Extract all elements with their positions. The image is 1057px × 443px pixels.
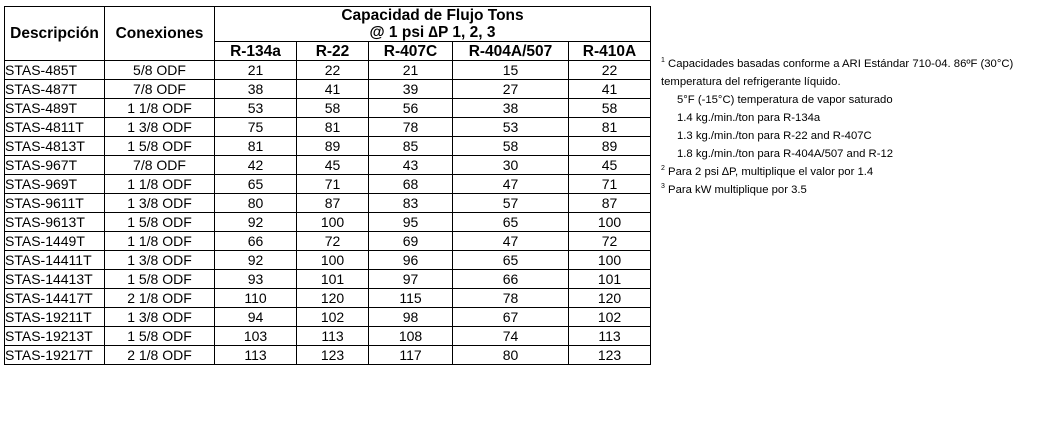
header-refrigerant: R-410A — [569, 42, 651, 61]
cell-conexiones: 1 5/8 ODF — [105, 270, 215, 289]
cell-capacity: 21 — [215, 61, 297, 80]
cell-descripcion: STAS-19217T — [5, 346, 105, 365]
cell-descripcion: STAS-969T — [5, 175, 105, 194]
footnote-marker: 1 — [661, 57, 665, 65]
footnote-text: temperatura del refrigerante líquido. — [661, 76, 841, 88]
cell-capacity: 100 — [297, 213, 369, 232]
cell-capacity: 45 — [569, 156, 651, 175]
cell-capacity: 97 — [369, 270, 453, 289]
cell-capacity: 93 — [215, 270, 297, 289]
cell-conexiones: 1 5/8 ODF — [105, 137, 215, 156]
cell-capacity: 110 — [215, 289, 297, 308]
cell-capacity: 81 — [297, 118, 369, 137]
cell-capacity: 100 — [569, 213, 651, 232]
capacity-title-line1: Capacidad de Flujo Tons — [341, 7, 524, 24]
cell-capacity: 43 — [369, 156, 453, 175]
cell-conexiones: 1 1/8 ODF — [105, 175, 215, 194]
footnote-line — [661, 55, 1057, 73]
cell-capacity: 113 — [215, 346, 297, 365]
header-descripcion: Descripción — [5, 7, 105, 61]
cell-capacity: 57 — [453, 194, 569, 213]
flow-capacity-table — [4, 6, 651, 365]
table-row — [5, 327, 651, 346]
cell-capacity: 68 — [369, 175, 453, 194]
cell-capacity: 47 — [453, 175, 569, 194]
cell-capacity: 15 — [453, 61, 569, 80]
cell-descripcion: STAS-19213T — [5, 327, 105, 346]
footnote-line — [661, 127, 1057, 145]
cell-capacity: 100 — [297, 251, 369, 270]
cell-conexiones: 1 1/8 ODF — [105, 232, 215, 251]
cell-conexiones: 2 1/8 ODF — [105, 346, 215, 365]
cell-capacity: 80 — [215, 194, 297, 213]
cell-capacity: 22 — [569, 61, 651, 80]
cell-capacity: 102 — [297, 308, 369, 327]
table-row — [5, 289, 651, 308]
footnote-line — [661, 73, 1057, 91]
table-row — [5, 194, 651, 213]
cell-capacity: 22 — [297, 61, 369, 80]
table-row — [5, 270, 651, 289]
cell-capacity: 67 — [453, 308, 569, 327]
cell-capacity: 96 — [369, 251, 453, 270]
cell-capacity: 89 — [569, 137, 651, 156]
cell-capacity: 101 — [297, 270, 369, 289]
cell-conexiones: 1 3/8 ODF — [105, 251, 215, 270]
cell-capacity: 101 — [569, 270, 651, 289]
cell-capacity: 85 — [369, 137, 453, 156]
header-refrigerant: R-407C — [369, 42, 453, 61]
capacity-title-line2: @ 1 psi ∆P — [369, 24, 449, 41]
footnote-text: 5°F (-15°C) temperatura de vapor saturado — [677, 94, 893, 106]
cell-conexiones: 1 5/8 ODF — [105, 327, 215, 346]
cell-capacity: 71 — [297, 175, 369, 194]
table-row — [5, 156, 651, 175]
cell-capacity: 21 — [369, 61, 453, 80]
footnote-line — [661, 181, 1057, 199]
cell-capacity: 100 — [569, 251, 651, 270]
cell-descripcion: STAS-967T — [5, 156, 105, 175]
cell-descripcion: STAS-4811T — [5, 118, 105, 137]
cell-capacity: 45 — [297, 156, 369, 175]
capacity-title-footnote-refs: 1, 2, 3 — [452, 24, 496, 41]
cell-capacity: 72 — [569, 232, 651, 251]
footnote-text: 1.8 kg./min./ton para R-404A/507 and R-12 — [677, 148, 894, 160]
cell-conexiones: 1 3/8 ODF — [105, 308, 215, 327]
cell-capacity: 72 — [297, 232, 369, 251]
cell-capacity: 58 — [453, 137, 569, 156]
cell-capacity: 120 — [297, 289, 369, 308]
cell-capacity: 38 — [215, 80, 297, 99]
cell-conexiones: 1 1/8 ODF — [105, 99, 215, 118]
cell-capacity: 53 — [453, 118, 569, 137]
cell-conexiones: 1 5/8 ODF — [105, 213, 215, 232]
footnote-line — [661, 91, 1057, 109]
cell-capacity: 87 — [297, 194, 369, 213]
table-row — [5, 80, 651, 99]
table-row — [5, 308, 651, 327]
footnotes — [661, 55, 1057, 199]
cell-capacity: 75 — [215, 118, 297, 137]
cell-capacity: 47 — [453, 232, 569, 251]
cell-capacity: 27 — [453, 80, 569, 99]
table-row — [5, 213, 651, 232]
cell-capacity: 53 — [215, 99, 297, 118]
cell-descripcion: STAS-14411T — [5, 251, 105, 270]
table-row — [5, 99, 651, 118]
header-refrigerant: R-22 — [297, 42, 369, 61]
cell-capacity: 58 — [569, 99, 651, 118]
footnote-text: 1.4 kg./min./ton para R-134a — [677, 112, 821, 124]
cell-capacity: 115 — [369, 289, 453, 308]
footnote-text: 1.3 kg./min./ton para R-22 and R-407C — [677, 130, 872, 142]
cell-descripcion: STAS-9611T — [5, 194, 105, 213]
cell-descripcion: STAS-9613T — [5, 213, 105, 232]
cell-capacity: 83 — [369, 194, 453, 213]
cell-capacity: 78 — [369, 118, 453, 137]
cell-capacity: 65 — [215, 175, 297, 194]
header-refrigerant: R-404A/507 — [453, 42, 569, 61]
cell-capacity: 87 — [569, 194, 651, 213]
cell-capacity: 56 — [369, 99, 453, 118]
cell-capacity: 65 — [453, 251, 569, 270]
cell-capacity: 41 — [569, 80, 651, 99]
cell-capacity: 92 — [215, 213, 297, 232]
footnote-line — [661, 109, 1057, 127]
cell-conexiones: 7/8 ODF — [105, 156, 215, 175]
cell-capacity: 113 — [569, 327, 651, 346]
cell-capacity: 38 — [453, 99, 569, 118]
cell-capacity: 30 — [453, 156, 569, 175]
cell-descripcion: STAS-485T — [5, 61, 105, 80]
cell-conexiones: 5/8 ODF — [105, 61, 215, 80]
cell-conexiones: 1 3/8 ODF — [105, 118, 215, 137]
cell-descripcion: STAS-14417T — [5, 289, 105, 308]
table-row — [5, 61, 651, 80]
cell-capacity: 120 — [569, 289, 651, 308]
cell-capacity: 80 — [453, 346, 569, 365]
cell-capacity: 39 — [369, 80, 453, 99]
table-row — [5, 251, 651, 270]
footnote-line — [661, 163, 1057, 181]
table-row — [5, 175, 651, 194]
cell-descripcion: STAS-4813T — [5, 137, 105, 156]
table-row — [5, 118, 651, 137]
cell-descripcion: STAS-487T — [5, 80, 105, 99]
cell-capacity: 81 — [569, 118, 651, 137]
cell-capacity: 123 — [297, 346, 369, 365]
cell-capacity: 42 — [215, 156, 297, 175]
header-capacity — [215, 7, 651, 42]
cell-capacity: 65 — [453, 213, 569, 232]
footnote-text: Para kW multiplique por 3.5 — [668, 184, 807, 196]
cell-capacity: 89 — [297, 137, 369, 156]
cell-descripcion: STAS-1449T — [5, 232, 105, 251]
cell-capacity: 66 — [215, 232, 297, 251]
cell-capacity: 94 — [215, 308, 297, 327]
cell-capacity: 81 — [215, 137, 297, 156]
cell-conexiones: 2 1/8 ODF — [105, 289, 215, 308]
cell-descripcion: STAS-14413T — [5, 270, 105, 289]
footnote-text: Para 2 psi ∆P, multiplique el valor por 1.4 — [668, 166, 874, 178]
footnote-marker: 2 — [661, 165, 665, 173]
cell-capacity: 98 — [369, 308, 453, 327]
cell-capacity: 113 — [297, 327, 369, 346]
table-row — [5, 137, 651, 156]
cell-capacity: 58 — [297, 99, 369, 118]
cell-capacity: 103 — [215, 327, 297, 346]
cell-capacity: 74 — [453, 327, 569, 346]
footnote-text: Capacidades basadas conforme a ARI Estándar 710-04. 86ºF (30°C) — [668, 58, 1014, 70]
table-row — [5, 232, 651, 251]
cell-descripcion: STAS-19211T — [5, 308, 105, 327]
cell-capacity: 41 — [297, 80, 369, 99]
cell-capacity: 123 — [569, 346, 651, 365]
cell-capacity: 102 — [569, 308, 651, 327]
table-row — [5, 346, 651, 365]
footnote-line — [661, 145, 1057, 163]
cell-capacity: 95 — [369, 213, 453, 232]
cell-descripcion: STAS-489T — [5, 99, 105, 118]
cell-conexiones: 7/8 ODF — [105, 80, 215, 99]
cell-capacity: 117 — [369, 346, 453, 365]
cell-capacity: 108 — [369, 327, 453, 346]
cell-capacity: 92 — [215, 251, 297, 270]
cell-conexiones: 1 3/8 ODF — [105, 194, 215, 213]
footnote-marker: 3 — [661, 183, 665, 191]
cell-capacity: 69 — [369, 232, 453, 251]
cell-capacity: 71 — [569, 175, 651, 194]
header-refrigerant: R-134a — [215, 42, 297, 61]
cell-capacity: 78 — [453, 289, 569, 308]
cell-capacity: 66 — [453, 270, 569, 289]
header-conexiones: Conexiones — [105, 7, 215, 61]
